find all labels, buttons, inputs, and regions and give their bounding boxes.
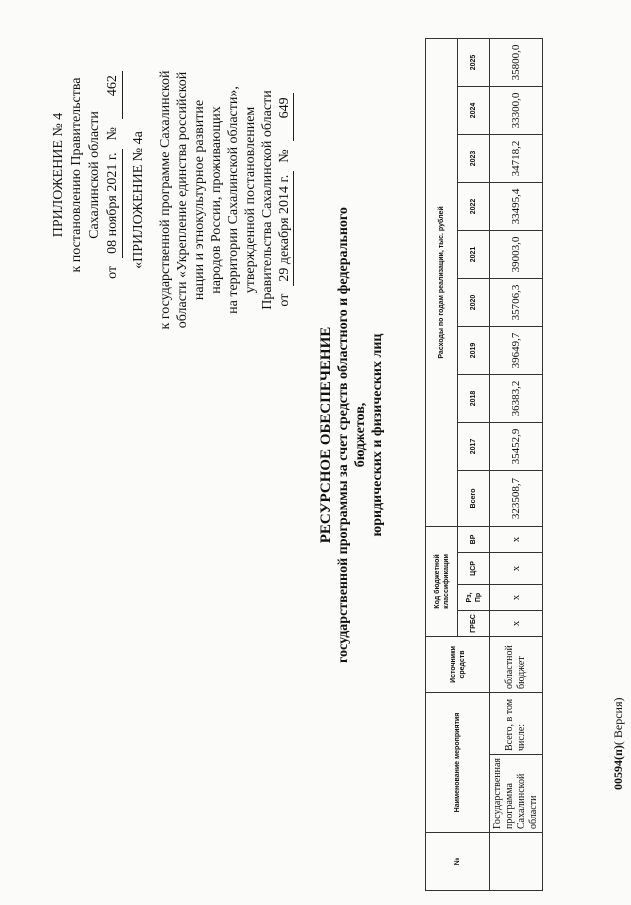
- row-subname: Всего, в том числе:: [490, 692, 543, 754]
- row-total: 323508,7: [490, 470, 543, 526]
- header-kbk: Код бюджетной классификации: [426, 526, 458, 636]
- header-expenses: Расходы по годам реализации, тыс. рублей: [426, 38, 458, 526]
- row-year-value: 34718,2: [490, 134, 543, 182]
- row-year-value: 36383,2: [490, 374, 543, 422]
- header-csr: ЦСР: [458, 552, 490, 584]
- appendix-4-title: ПРИЛОЖЕНИЕ № 4: [51, 112, 66, 238]
- appendix-4a-block: [130, 15, 294, 385]
- version-stamp: [611, 640, 626, 790]
- row-year-value: 39649,7: [490, 326, 543, 374]
- title-line2: государственной программы за счет средств областного и федерального бюджетов,: [336, 207, 368, 663]
- appendix-4-block: [50, 25, 123, 325]
- resource-table: [425, 38, 543, 891]
- header-year: 2021: [458, 230, 490, 278]
- decree-date: 08 ноября 2021 г.: [104, 149, 123, 258]
- decree-number: 462: [104, 71, 123, 119]
- header-year: 2020: [458, 278, 490, 326]
- table-header-row: [426, 38, 458, 890]
- program-date: 29 декабря 2014 г.: [276, 171, 294, 286]
- appendix-4-date-line: [104, 25, 123, 325]
- row-csr: х: [490, 552, 543, 584]
- title-line1: РЕСУРСНОЕ ОБЕСПЕЧЕНИЕ: [318, 326, 334, 544]
- header-rzpr: Рз, Пр: [458, 584, 490, 610]
- appendix-4-line2: Сахалинской области: [87, 111, 102, 239]
- appendix-4a-line: Правительства Сахалинской области: [260, 90, 275, 310]
- appendix-4-line1: к постановлению Правительства: [69, 77, 84, 273]
- row-year-value: 35706,3: [490, 278, 543, 326]
- header-source: Источники средств: [426, 636, 490, 692]
- header-year: 2024: [458, 86, 490, 134]
- row-year-value: 33300,0: [490, 86, 543, 134]
- row-year-value: 33495,4: [490, 182, 543, 230]
- header-year: 2018: [458, 374, 490, 422]
- appendix-4a-line: к государственной программе Сахалинской: [158, 70, 173, 330]
- document-title: [318, 185, 386, 685]
- from-label: от: [277, 293, 292, 307]
- row-year-value: 35800,0: [490, 38, 543, 86]
- row-year-value: 35452,9: [490, 422, 543, 470]
- appendix-4a-date-line: [276, 15, 294, 385]
- row-vr: х: [490, 526, 543, 552]
- header-num: №: [426, 833, 490, 891]
- header-total: Всего: [458, 470, 490, 526]
- header-vr: ВР: [458, 526, 490, 552]
- row-year-value: 39003,0: [490, 230, 543, 278]
- header-year: 2023: [458, 134, 490, 182]
- appendix-4a-line: народов России, проживающих: [209, 106, 224, 294]
- program-number: 649: [276, 93, 294, 141]
- appendix-4a-line: области «Укрепление единства российской: [175, 71, 190, 329]
- row-grbs: х: [490, 610, 543, 636]
- header-year: 2022: [458, 182, 490, 230]
- table-row: [490, 38, 543, 890]
- appendix-4a-line: на территории Сахалинской области»,: [226, 86, 241, 314]
- version-code: 00594(п): [611, 745, 625, 790]
- row-rzpr: х: [490, 584, 543, 610]
- from-label: от: [105, 265, 120, 279]
- version-label: ( Версия): [611, 697, 625, 746]
- header-year: 2017: [458, 422, 490, 470]
- row-name: Государственная программа Сахалинской области: [490, 754, 543, 832]
- row-source: областной бюджет: [490, 636, 543, 692]
- appendix-4a-line: утвержденной постановлением: [243, 106, 258, 294]
- title-line3: юридических и физических лиц: [370, 333, 385, 537]
- header-grbs: ГРБС: [458, 610, 490, 636]
- header-year: 2025: [458, 38, 490, 86]
- number-label: №: [277, 149, 292, 163]
- appendix-4a-line: нации и этнокультурное развитие: [192, 99, 207, 301]
- header-year: 2019: [458, 326, 490, 374]
- number-label: №: [105, 127, 120, 141]
- header-name: Наименование мероприятия: [426, 692, 490, 832]
- row-num: [490, 833, 543, 891]
- appendix-4a-title: «ПРИЛОЖЕНИЕ № 4а: [131, 131, 146, 269]
